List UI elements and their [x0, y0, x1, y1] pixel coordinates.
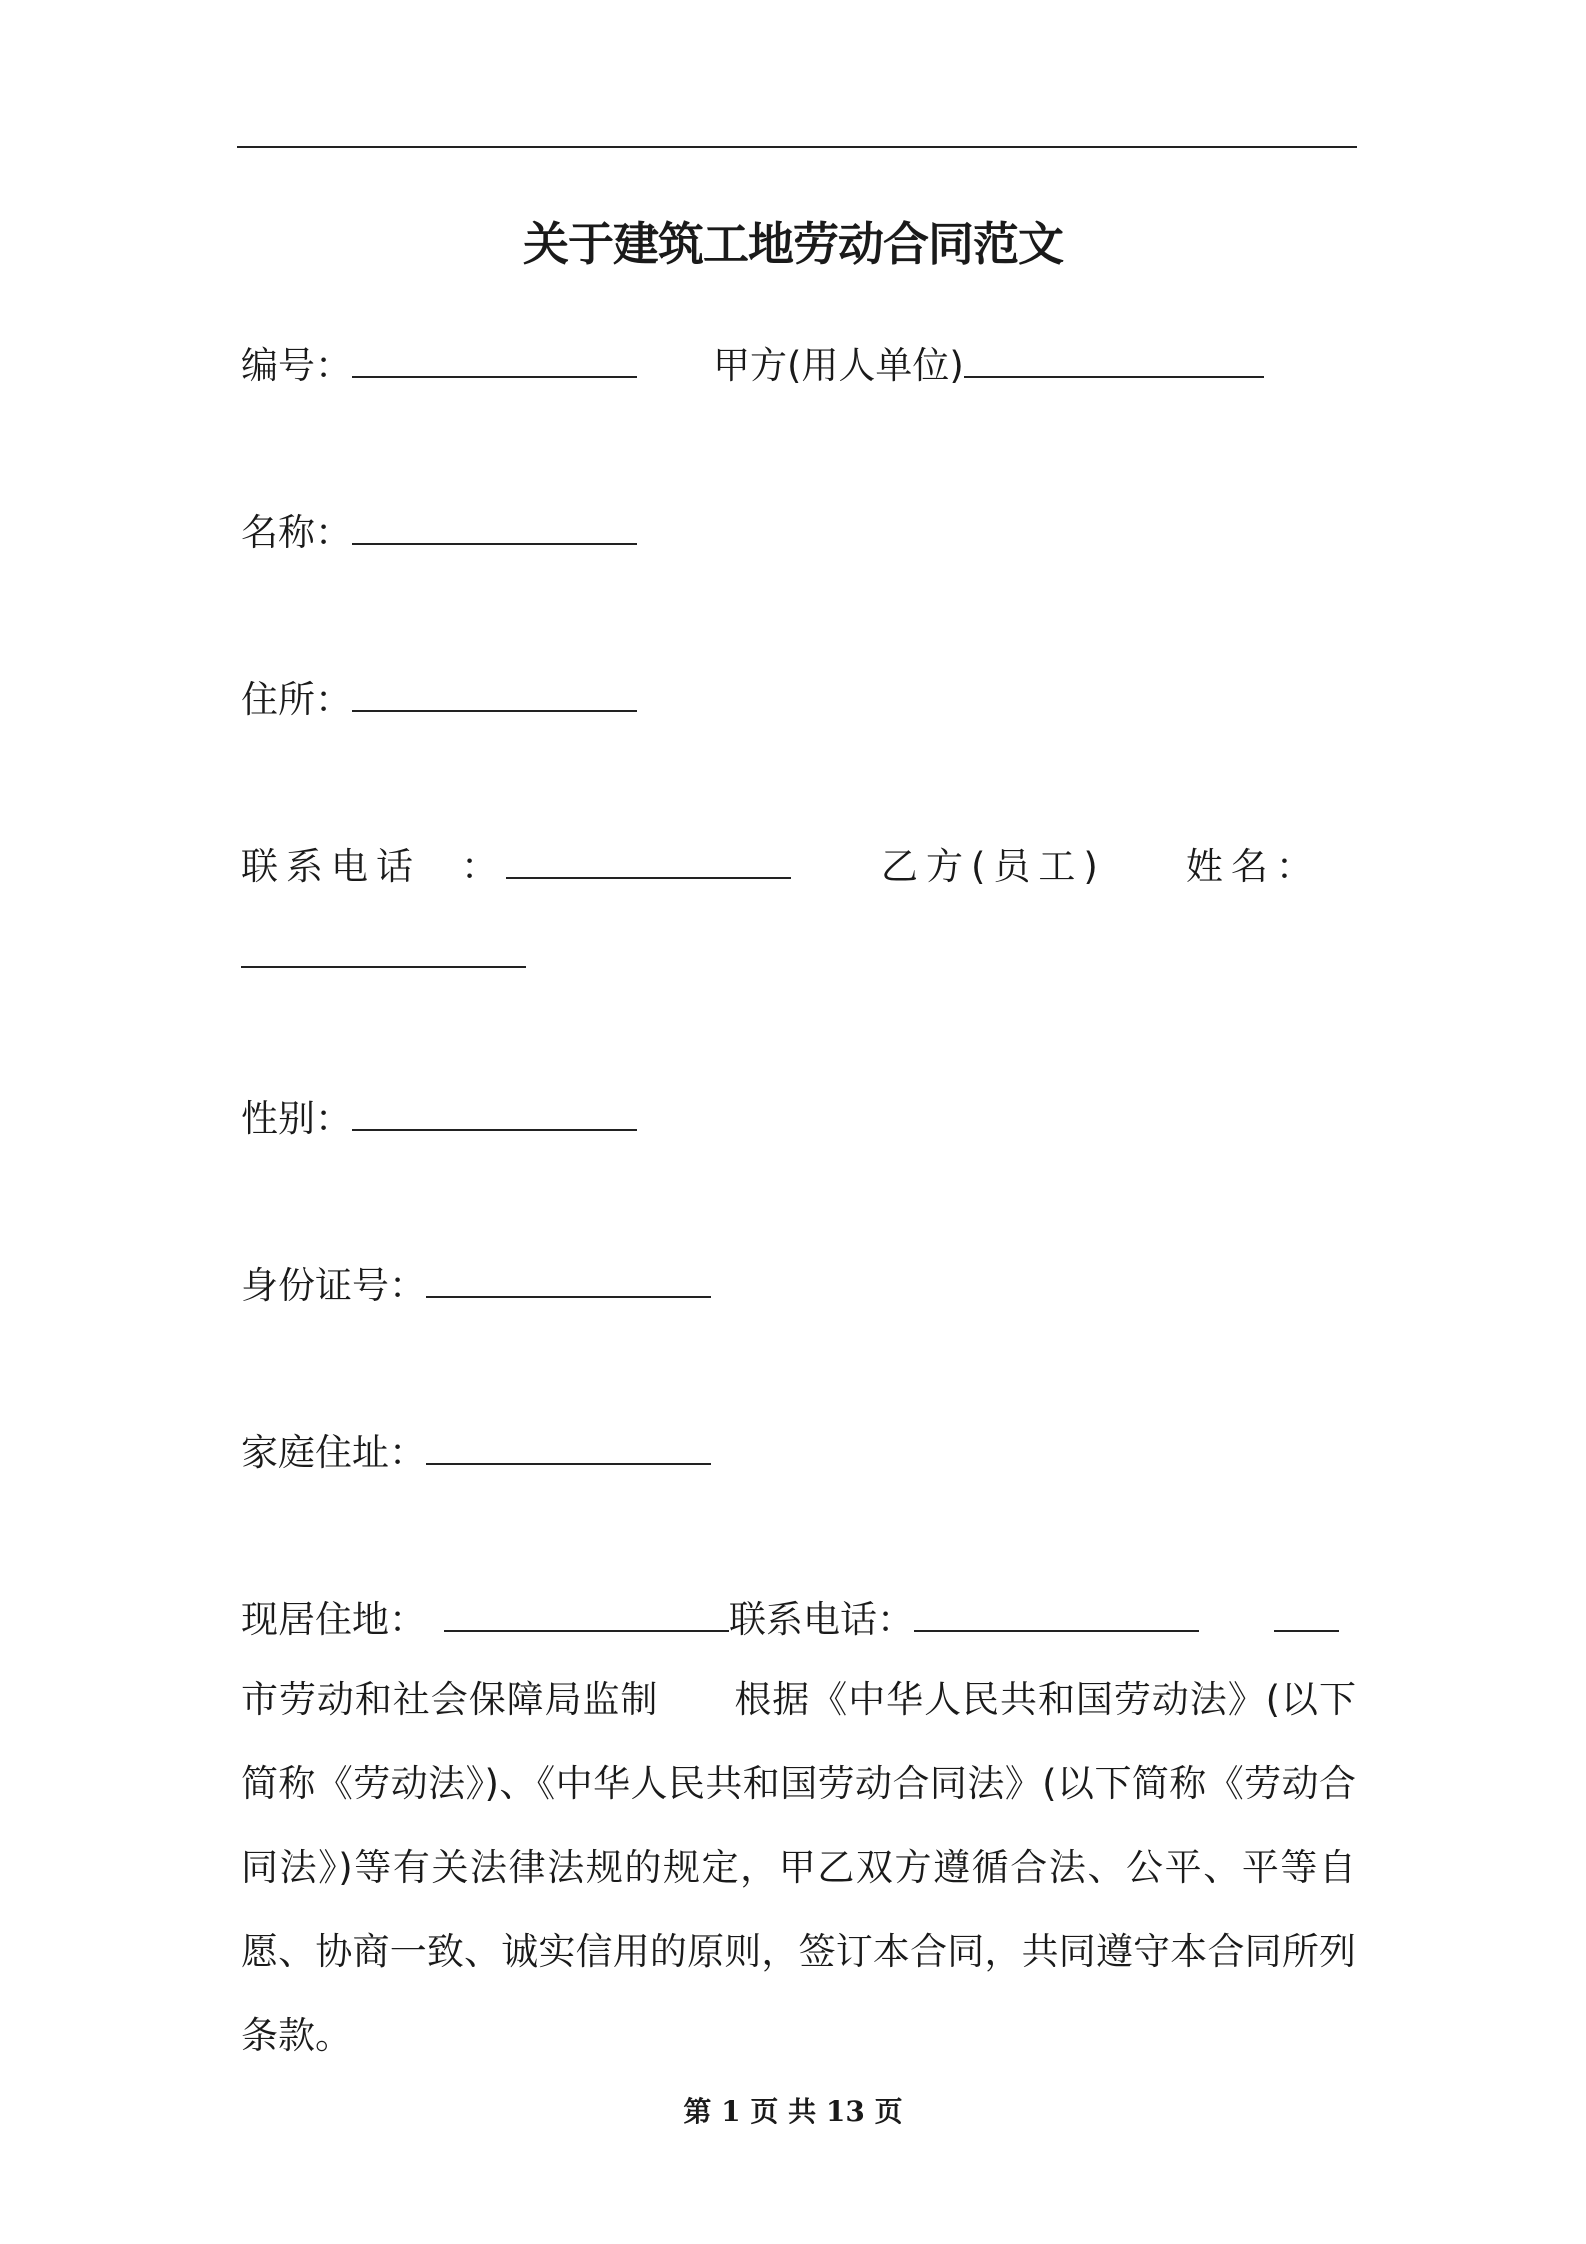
blank-lianxi-dianhua [506, 841, 791, 879]
label-xingbie: 性别： [241, 1097, 352, 1140]
page-footer: 第 1 页 共 13 页 [683, 2095, 903, 2128]
blank-jiafang [964, 340, 1264, 378]
label-shenfenzheng: 身份证号： [241, 1264, 426, 1307]
blank-city [1274, 1594, 1339, 1632]
blank-jiating-zhuzhi [426, 1427, 711, 1465]
label-xianjuzhudi: 现居住地： [241, 1598, 426, 1641]
label-xingming: 姓名： [1185, 845, 1321, 888]
label-lianxi-dianhua2: 联系电话： [729, 1598, 914, 1641]
label-lianxi-dianhua: 联系电话 [241, 845, 421, 888]
row-mingcheng [241, 507, 637, 555]
label-lianxi-colon: ： [461, 845, 506, 888]
row-xianjuzhudi [241, 1594, 1339, 1642]
row-xingming-blank [241, 930, 526, 978]
row-bianhao-jiafang [241, 340, 1264, 388]
blank-xingming [241, 930, 526, 968]
label-zhusuo: 住所： [241, 678, 352, 721]
label-bianhao: 编号： [241, 344, 352, 387]
row-jiating-zhuzhi [241, 1427, 711, 1475]
blank-bianhao [352, 340, 637, 378]
label-yifang: 乙方(员工) [881, 845, 1106, 888]
blank-lianxi-dianhua2 [914, 1594, 1199, 1632]
header-rule [237, 146, 1357, 148]
label-jiafang: 甲方(用人单位) [713, 344, 964, 387]
row-xingbie [241, 1093, 637, 1141]
row-shenfenzheng [241, 1260, 711, 1308]
blank-zhusuo [352, 674, 637, 712]
blank-shenfenzheng [426, 1260, 711, 1298]
body-paragraph: 市劳动和社会保障局监制 根据《中华人民共和国劳动法》(以下简称《劳动法》)、《中华人民共和国劳动合同法》(以下简称《劳动合同法》)等有关法律法规的规定，甲乙双方遵循合法、公平、平等自愿、协商一致、诚实信用的原则，签订本合同，共同遵守本合同所列条款。 [241, 1678, 1356, 2057]
blank-mingcheng [352, 507, 637, 545]
blank-xianjuzhudi [444, 1594, 729, 1632]
row-zhusuo [241, 674, 637, 722]
label-mingcheng: 名称： [241, 511, 352, 554]
label-jiating-zhuzhi: 家庭住址： [241, 1431, 426, 1474]
document-title: 关于建筑工地劳动合同范文 [523, 217, 1063, 271]
blank-xingbie [352, 1093, 637, 1131]
row-lianxi-yifang [241, 841, 1353, 889]
